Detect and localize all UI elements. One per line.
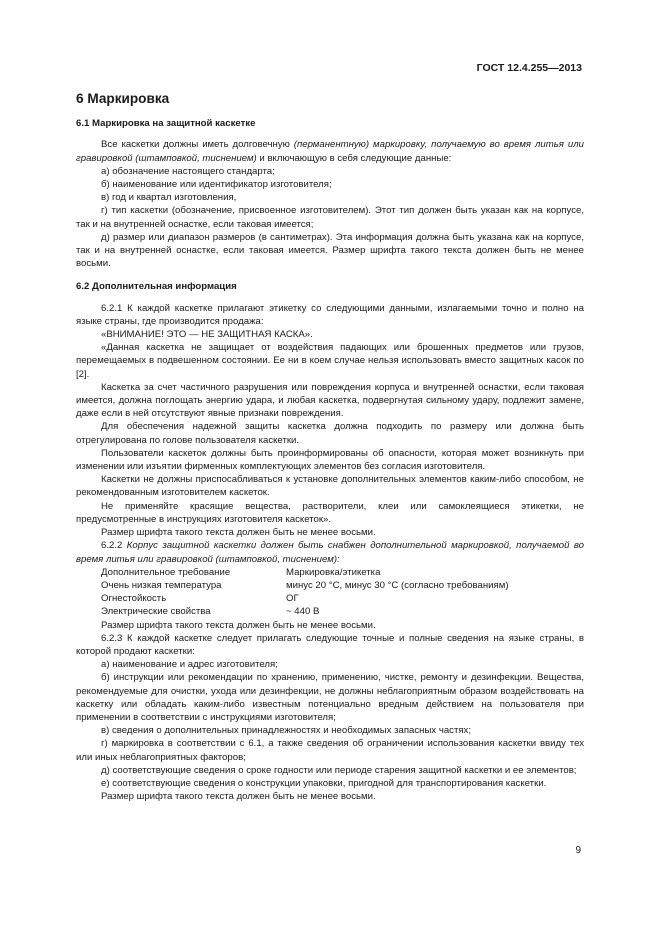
paragraph: Для обеспечения надежной защиты каскетка должна подходить по размеру или должна быть отрегулирована по голове пользователя каскетки. [76,421,584,446]
paragraph: Размер шрифта такого текста должен быть не менее восьми. [101,527,376,539]
table-row [76,579,584,592]
warning-text: «ВНИМАНИЕ! ЭТО — НЕ ЗАЩИТНАЯ КАСКА». [101,329,313,341]
list-item: а) обозначение настоящего стандарта; [101,165,275,177]
list-item: е) соответствующие сведения о конструкции упаковки, пригодной для транспортирования каскетки. [101,777,547,789]
table-cell-marking: Маркировка/этикетка [286,566,381,578]
paragraph: Каскетка за счет частичного разрушения или повреждения корпуса и внутренней оснастки, если таковая имеется, должна поглощать энергию удара, и любая каскетка, подвергнутая сильному удару, подлежит замене, даже если в ней отсутствуют явные признаки повреждения. [76,381,584,420]
table-row [76,592,584,605]
paragraph: Размер шрифта такого текста должен быть не менее восьми. [101,619,376,631]
table-row [76,566,584,579]
list-item: б) инструкции или рекомендации по хранению, применению, чистке, ремонту и дезинфекции. Вещества, рекомендуемые для очистки, ухода или дезинфекции, не должны неблагоприятным образом воздействовать на каскетку или обладать каким-либо известным потенциально вредным действием на пользователя при применении в соответствии с инструкциями изготовителя; [76,672,584,723]
list-item: г) маркировка в соответствии с 6.1, а также сведения об ограничении использования каскетки ввиду тех или иных неблагоприятных факторов; [76,738,584,763]
marking-table [76,566,584,619]
paragraph: Пользователи каскеток должны быть проинформированы об опасности, которая может возникнуть при изменении или изъятии фирменных комплектующих элементов без согласия изготовителя. [76,447,584,473]
table-cell-requirement: Очень низкая температура [101,579,222,591]
standard-header: ГОСТ 12.4.255—2013 [476,62,582,74]
list-item: д) размер или диапазон размеров (в сантиметрах). Эта информация должна быть указана как на корпусе, так и на внутренней оснастке, если таковая имеется. Размер шрифта такого текста должен быть не менее восьми. [76,231,584,270]
table-row [76,605,584,618]
list-item: в) год и квартал изготовления, [101,192,237,204]
list-item: б) наименование или идентификатор изготовителя; [101,179,332,191]
subsection-title-6-1: 6.1 Маркировка на защитной каскетке [76,118,256,130]
table-cell-requirement: Огнестойкость [101,593,167,605]
paragraph: Не применяйте красящие вещества, растворители, клеи или самоклеящиеся этикетки, не предусмотренные в инструкциях изготовителя каскеток». [76,500,584,525]
paragraph-6-2-2: 6.2.2 Корпус защитной каскетки должен быть снабжен дополнительной маркировкой, получаемой во время литья или гравировкой (штамповкой, тиснением): [76,540,584,565]
list-item: д) соответствующие сведения о сроке годности или периоде старения защитной каскетки и ее элементов; [101,764,577,776]
paragraph: 6.2.1 К каждой каскетке прилагают этикетку со следующими данными, излагаемыми точно и полно на языке страны, где производится продажа: [76,302,584,327]
list-item: г) тип каскетки (обозначение, присвоенное изготовителем). Этот тип должен быть указан как на корпусе, так и на внутренней оснастке, если таковая имеется; [76,205,584,230]
table-cell-marking: ОГ [286,593,299,605]
table-cell-requirement: Дополнительное требование [101,566,231,578]
table-cell-marking: ~ 440 В [286,606,320,618]
paragraph: Размер шрифта такого текста должен быть не менее восьми. [101,791,376,803]
page-content [76,92,584,803]
section-title: 6 Маркировка [76,91,170,106]
paragraph: Каскетки не должны приспосабливаться к установке дополнительных элементов каким-либо способом, не рекомендованным изготовителем каскеток. [76,474,584,499]
page-number: 9 [575,845,581,856]
list-item: а) наименование и адрес изготовителя; [101,659,278,671]
subsection-title-6-2: 6.2 Дополнительная информация [76,281,237,293]
table-cell-requirement: Электрические свойства [101,606,211,618]
list-item: в) сведения о дополнительных принадлежностях и необходимых запасных частях; [101,725,472,737]
paragraph-6-2-3: 6.2.3 К каждой каскетке следует прилагать следующие точные и полные сведения на языке страны, в которой продают каскетки: [76,632,584,657]
paragraph-6-1-intro: Все каскетки должны иметь долговечную (перманентную) маркировку, получаемую во время литья или гравировкой (штамповкой, тиснением) и включающую в себя следующие данные: [76,139,584,164]
table-cell-marking: минус 20 °С, минус 30 °С (согласно требованиям) [286,579,509,591]
paragraph: «Данная каскетка не защищает от воздействия падающих или брошенных предметов или грузов, перемещаемых в подвешенном состоянии. Ее ни в коем случае нельзя использовать вместо защитных касок по [2]. [76,342,584,380]
